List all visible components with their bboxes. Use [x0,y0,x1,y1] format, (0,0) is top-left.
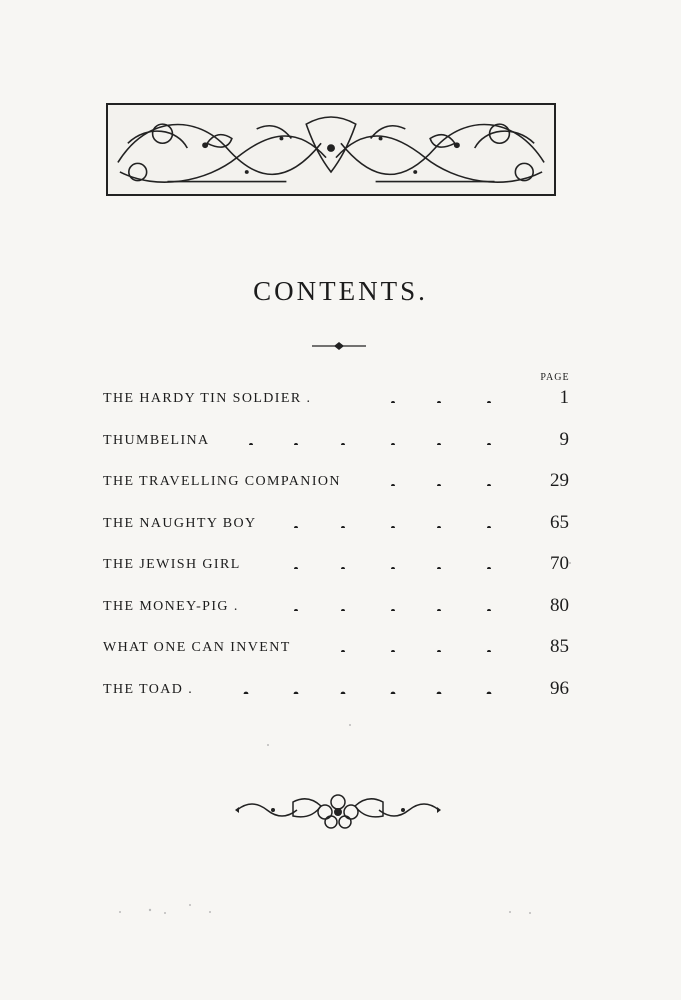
toc-entry-title: THE NAUGHTY BOY [103,515,257,531]
toc-entry[interactable] [103,551,573,593]
dot-leaders [103,680,503,694]
toc-entry[interactable] [103,593,573,635]
diamond-rule-icon [312,340,366,352]
toc-entry-title: THE MONEY-PIG . [103,598,239,614]
table-of-contents [103,385,573,717]
dot-leaders [103,431,503,445]
scroll-ornament-icon [106,103,556,196]
toc-entry-title: WHAT ONE CAN INVENT [103,640,291,655]
toc-entry-page: 85 [550,636,569,657]
toc-entry[interactable] [103,676,573,718]
toc-entry-page: 29 [550,470,569,491]
page-title: CONTENTS. [253,276,428,306]
toc-entry-page: 9 [559,428,569,450]
page-column-header: PAGE [540,372,570,383]
toc-entry-title: THE HARDY TIN SOLDIER . [103,391,312,406]
toc-entry-page: 65 [550,511,569,533]
dot-leaders [103,514,503,528]
toc-entry[interactable] [103,427,573,469]
dot-leaders [103,472,503,486]
toc-entry-title: THUMBELINA [103,432,210,448]
toc-entry-title: THE JEWISH GIRL [103,557,241,572]
toc-entry-page: 70 [550,553,569,574]
toc-entry[interactable] [103,385,573,427]
toc-entry[interactable] [103,634,573,676]
toc-entry-page: 1 [559,387,569,408]
dot-leaders [103,638,503,652]
floral-tailpiece-icon [233,788,443,832]
toc-entry-title: THE TOAD . [103,681,194,697]
dot-leaders [103,597,503,611]
toc-entry[interactable] [103,468,573,510]
dot-leaders [103,555,503,569]
toc-entry-page: 80 [550,594,569,616]
toc-entry-title: THE TRAVELLING COMPANION [103,474,341,489]
dot-leaders [103,389,503,403]
toc-entry-page: 96 [550,677,569,699]
toc-entry[interactable] [103,510,573,552]
